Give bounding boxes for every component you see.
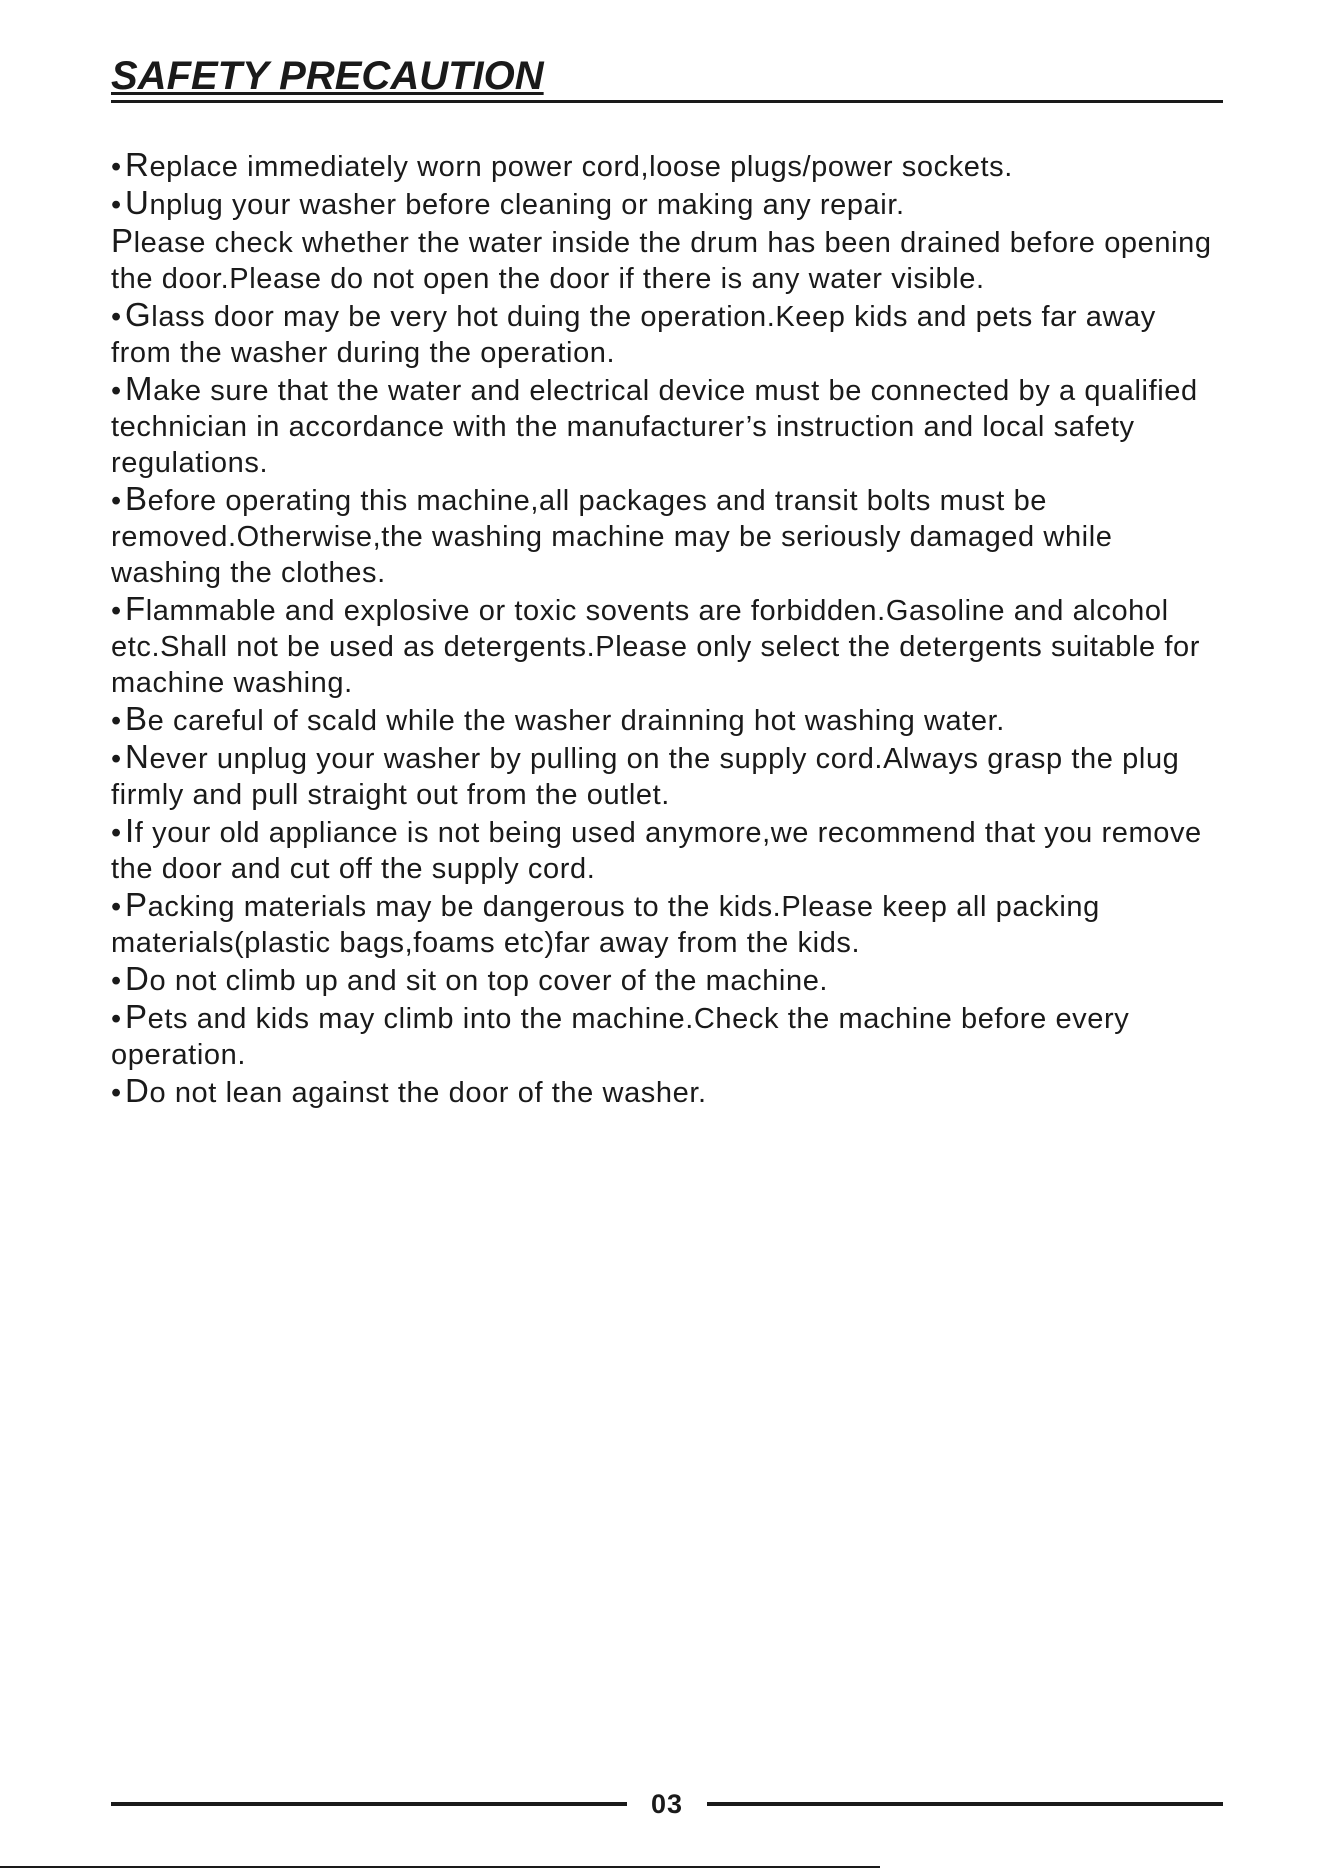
precaution-text: acking materials may be dangerous to the kids.Please keep all packing materials(plastic bags,foams etc)far away from the kids. bbox=[111, 891, 1100, 959]
initial-letter: B bbox=[125, 700, 148, 737]
page-number: 03 bbox=[650, 1789, 684, 1819]
precaution-text: o not climb up and sit on top cover of the machine. bbox=[149, 965, 829, 997]
precaution-item bbox=[111, 223, 1223, 297]
precaution-text: lease check whether the water inside the drum has been drained before opening the door.Please do not open the door if there is any water visible. bbox=[111, 227, 1212, 295]
bullet: • bbox=[111, 301, 122, 333]
initial-letter: M bbox=[125, 370, 154, 407]
initial-letter: N bbox=[125, 738, 150, 775]
bullet: • bbox=[111, 743, 122, 775]
initial-letter: P bbox=[111, 222, 134, 259]
footer-rule-right bbox=[707, 1802, 1223, 1806]
precaution-text: f your old appliance is not being used anymore,we recommend that you remove the door and cut off the supply cord. bbox=[111, 817, 1202, 885]
precaution-item bbox=[111, 297, 1223, 371]
bullet: • bbox=[111, 965, 122, 997]
precaution-item bbox=[111, 813, 1223, 887]
page-title: SAFETY PRECAUTION bbox=[111, 54, 544, 98]
precaution-item bbox=[111, 999, 1223, 1073]
bullet: • bbox=[111, 817, 122, 849]
precaution-text: efore operating this machine,all packages and transit bolts must be removed.Otherwise,the washing machine may be seriously damaged while washing the clothes. bbox=[111, 485, 1113, 589]
initial-letter: B bbox=[125, 480, 148, 517]
precaution-item bbox=[111, 739, 1223, 813]
precaution-item bbox=[111, 591, 1223, 701]
precaution-text: o not lean against the door of the washer. bbox=[149, 1077, 707, 1109]
bullet: • bbox=[111, 595, 122, 627]
precaution-text: ever unplug your washer by pulling on the supply cord.Always grasp the plug firmly and pull straight out from the outlet. bbox=[111, 743, 1180, 811]
bullet: • bbox=[111, 891, 122, 923]
precaution-text: eplace immediately worn power cord,loose plugs/power sockets. bbox=[149, 151, 1013, 183]
page-header bbox=[111, 50, 1223, 103]
initial-letter: G bbox=[125, 296, 152, 333]
precaution-item bbox=[111, 371, 1223, 481]
initial-letter: P bbox=[125, 886, 148, 923]
initial-letter: I bbox=[125, 812, 135, 849]
precaution-text: nplug your washer before cleaning or making any repair. bbox=[149, 189, 905, 221]
initial-letter: R bbox=[125, 146, 150, 183]
initial-letter: P bbox=[125, 998, 148, 1035]
precaution-text: ets and kids may climb into the machine.Check the machine before every operation. bbox=[111, 1003, 1130, 1071]
precaution-text: e careful of scald while the washer drainning hot washing water. bbox=[147, 705, 1005, 737]
precaution-item bbox=[111, 961, 1223, 999]
precaution-item bbox=[111, 1073, 1223, 1111]
initial-letter: D bbox=[125, 1072, 150, 1109]
precaution-text: lass door may be very hot duing the operation.Keep kids and pets far away from the washer during the operation. bbox=[111, 301, 1156, 369]
bullet: • bbox=[111, 1003, 122, 1035]
precaution-item bbox=[111, 185, 1223, 223]
precaution-item bbox=[111, 887, 1223, 961]
safety-precautions-list bbox=[111, 147, 1223, 1111]
precaution-item bbox=[111, 701, 1223, 739]
initial-letter: D bbox=[125, 960, 150, 997]
precaution-text: ake sure that the water and electrical device must be connected by a qualified technician in accordance with the manufacturer’s instruction and local safety regulations. bbox=[111, 375, 1198, 479]
page-footer bbox=[111, 1785, 1223, 1821]
bullet: • bbox=[111, 1077, 122, 1109]
bullet: • bbox=[111, 189, 122, 221]
precaution-text: lammable and explosive or toxic sovents are forbidden.Gasoline and alcohol etc.Shall not be used as detergents.Please only select the detergents suitable for machine washing. bbox=[111, 595, 1201, 699]
bullet: • bbox=[111, 485, 122, 517]
initial-letter: F bbox=[125, 590, 146, 627]
bullet: • bbox=[111, 705, 122, 737]
bullet: • bbox=[111, 151, 122, 183]
scan-edge-line bbox=[0, 1866, 880, 1868]
precaution-item bbox=[111, 147, 1223, 185]
footer-rule-left bbox=[111, 1802, 627, 1806]
precaution-item bbox=[111, 481, 1223, 591]
bullet: • bbox=[111, 375, 122, 407]
initial-letter: U bbox=[125, 184, 150, 221]
